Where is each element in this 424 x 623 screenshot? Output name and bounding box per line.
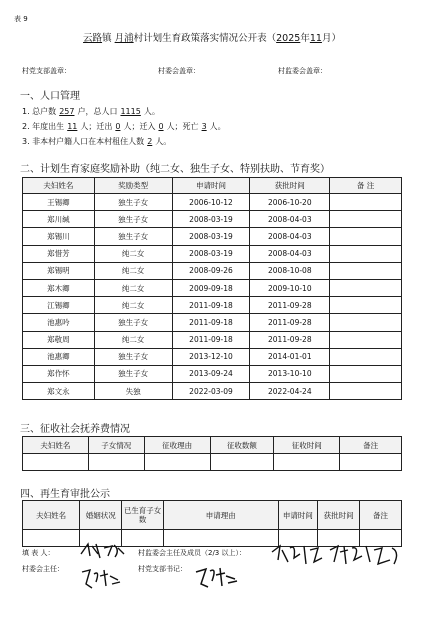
table-header-row	[23, 437, 402, 454]
column-header: 征收理由	[144, 437, 210, 454]
table-cell: 2008-03-19	[172, 228, 250, 245]
in-value: 0	[158, 122, 164, 131]
table-cell: 失独	[94, 383, 172, 400]
table-cell: 2006-10-20	[250, 194, 330, 211]
table-cell: 郑锡明	[23, 262, 95, 279]
director-label: 村委会主任：	[22, 565, 64, 573]
column-header: 获批时间	[250, 178, 330, 194]
table-row	[23, 297, 402, 314]
column-header: 奖励类型	[94, 178, 172, 194]
in-label: 人；迁入	[123, 122, 156, 131]
table-cell: 2014-01-01	[250, 348, 330, 365]
table-row	[23, 228, 402, 245]
table-cell: 2008-09-26	[172, 262, 250, 279]
party-branch-stamp-label: 村党支部盖章：	[22, 67, 71, 75]
table-cell: 独生子女	[94, 314, 172, 331]
table-cell: 池惠吟	[23, 314, 95, 331]
table-cell: 2008-04-03	[250, 245, 330, 262]
deaths-value: 3	[201, 122, 207, 131]
table-cell: 郑惜芳	[23, 245, 95, 262]
title-village: 月浦	[114, 33, 134, 44]
table-cell: 2022-03-09	[172, 383, 250, 400]
table-cell: 2009-09-18	[172, 279, 250, 296]
column-header: 备注	[340, 437, 402, 454]
table-cell: 独生子女	[94, 211, 172, 228]
households-label: 1. 总户数	[22, 107, 57, 116]
table-row	[23, 454, 402, 471]
population-line-1	[22, 106, 160, 117]
column-header: 夫妇姓名	[23, 437, 89, 454]
table-cell: 池惠卿	[23, 348, 95, 365]
column-header: 已生育子女数	[122, 501, 164, 530]
title-town: 云路	[83, 33, 103, 44]
table-cell	[330, 245, 402, 262]
population-line-2	[22, 121, 226, 132]
table-cell: 2013-10-10	[250, 365, 330, 382]
out-label: 人；迁出	[80, 122, 113, 131]
column-header: 婚姻状况	[80, 501, 122, 530]
deaths-label: 人；死亡	[166, 122, 199, 131]
table-cell: 纯二女	[94, 331, 172, 348]
table-cell: 独生子女	[94, 348, 172, 365]
table-cell	[330, 228, 402, 245]
table-cell: 郑敬周	[23, 331, 95, 348]
title-month: 11	[309, 33, 322, 44]
title-year: 2025	[276, 33, 301, 44]
table-cell: 独生子女	[94, 194, 172, 211]
table-number: 表 9	[14, 15, 28, 23]
table-row	[23, 194, 402, 211]
table-cell	[330, 194, 402, 211]
filler-label: 填 表 人：	[22, 549, 55, 557]
out-value: 0	[115, 122, 121, 131]
births-value: 11	[67, 122, 78, 131]
table-cell: 2008-04-03	[250, 211, 330, 228]
column-header: 子女情况	[88, 437, 144, 454]
column-header: 申请时间	[172, 178, 250, 194]
table-cell: 郑文永	[23, 383, 95, 400]
title-month-suffix: 月）	[321, 33, 341, 44]
supervisor-label: 村监委会主任及成员（2/3 以上）：	[138, 549, 246, 557]
table-cell: 2013-12-10	[172, 348, 250, 365]
renters-label: 3. 非本村户籍人口在本村租住人数	[22, 137, 145, 146]
table-cell: 王锡卿	[23, 194, 95, 211]
table-cell: 纯二女	[94, 279, 172, 296]
supervision-stamp-label: 村监委会盖章：	[278, 67, 327, 75]
table-cell: 独生子女	[94, 228, 172, 245]
table-cell	[330, 365, 402, 382]
column-header: 申请理由	[164, 501, 279, 530]
table-cell: 2011-09-18	[172, 297, 250, 314]
table-cell	[330, 211, 402, 228]
table-cell: 纯二女	[94, 245, 172, 262]
population-value: 1115	[120, 107, 141, 116]
table-row	[23, 245, 402, 262]
table-cell: 2008-03-19	[172, 245, 250, 262]
section4-heading: 四、再生育审批公示	[20, 489, 110, 500]
population-suffix: 人。	[143, 107, 160, 116]
table-row	[23, 211, 402, 228]
section2-heading: 二、计划生育家庭奖励补助（纯二女、独生子女、特别扶助、节育奖）	[20, 164, 330, 175]
table-cell: 独生子女	[94, 365, 172, 382]
table-header-row	[23, 178, 402, 194]
table-cell: 2022-04-24	[250, 383, 330, 400]
table-cell: 2009-10-10	[250, 279, 330, 296]
table-row	[23, 279, 402, 296]
social-fee-table	[22, 436, 402, 471]
table-cell: 2011-09-28	[250, 297, 330, 314]
households-value: 257	[59, 107, 75, 116]
table-cell	[330, 383, 402, 400]
births-label: 2. 年度出生	[22, 122, 65, 131]
secretary-label: 村党支部书记：	[138, 565, 187, 573]
reward-subsidy-table	[22, 177, 402, 400]
table-cell	[330, 331, 402, 348]
section3-heading: 三、征收社会抚养费情况	[20, 424, 130, 435]
title-year-suffix: 年	[300, 33, 310, 44]
title-middle: 村计划生育政策落实情况公开表（	[133, 33, 277, 44]
table-row	[23, 365, 402, 382]
village-committee-stamp-label: 村委会盖章：	[158, 67, 200, 75]
renters-suffix: 人。	[155, 137, 172, 146]
table-cell: 2011-09-28	[250, 331, 330, 348]
population-line-3	[22, 136, 171, 147]
table-cell: 2008-03-19	[172, 211, 250, 228]
title-town-suffix: 镇	[102, 33, 112, 44]
table-cell: 纯二女	[94, 297, 172, 314]
column-header: 征收时间	[274, 437, 340, 454]
table-cell: 2011-09-18	[172, 314, 250, 331]
table-header-row	[23, 501, 402, 530]
column-header: 备注	[360, 501, 402, 530]
table-cell: 郑作怀	[23, 365, 95, 382]
table-row	[23, 262, 402, 279]
column-header: 夫妇姓名	[23, 178, 95, 194]
table-row	[23, 331, 402, 348]
table-cell	[330, 297, 402, 314]
supervisor-signatures-image	[268, 540, 408, 572]
table-cell: 2013-09-24	[172, 365, 250, 382]
table-cell	[330, 279, 402, 296]
table-row	[23, 383, 402, 400]
filler-signature-image	[78, 540, 126, 562]
director-signature-image	[78, 566, 122, 592]
table-cell	[330, 262, 402, 279]
table-cell: 江锡卿	[23, 297, 95, 314]
table-cell: 2008-10-08	[250, 262, 330, 279]
table-row	[23, 314, 402, 331]
column-header: 征收数额	[210, 437, 274, 454]
column-header: 获批时间	[318, 501, 360, 530]
table-row	[23, 348, 402, 365]
table-cell: 郑木卿	[23, 279, 95, 296]
section1-heading: 一、人口管理	[20, 91, 80, 102]
table-cell	[330, 314, 402, 331]
table-cell	[330, 348, 402, 365]
table-cell: 纯二女	[94, 262, 172, 279]
table-cell: 2011-09-18	[172, 331, 250, 348]
column-header: 申请时间	[278, 501, 318, 530]
table-cell: 郑锡川	[23, 228, 95, 245]
population-label: 户，总人口	[77, 107, 118, 116]
table-cell: 2008-04-03	[250, 228, 330, 245]
column-header: 备 注	[330, 178, 402, 194]
table-cell: 2011-09-28	[250, 314, 330, 331]
table-cell: 郑川缄	[23, 211, 95, 228]
deaths-suffix: 人。	[209, 122, 226, 131]
column-header: 夫妇姓名	[23, 501, 80, 530]
renters-value: 2	[147, 137, 153, 146]
document-title	[0, 30, 424, 44]
table-cell: 2006-10-12	[172, 194, 250, 211]
secretary-signature-image	[192, 564, 240, 590]
